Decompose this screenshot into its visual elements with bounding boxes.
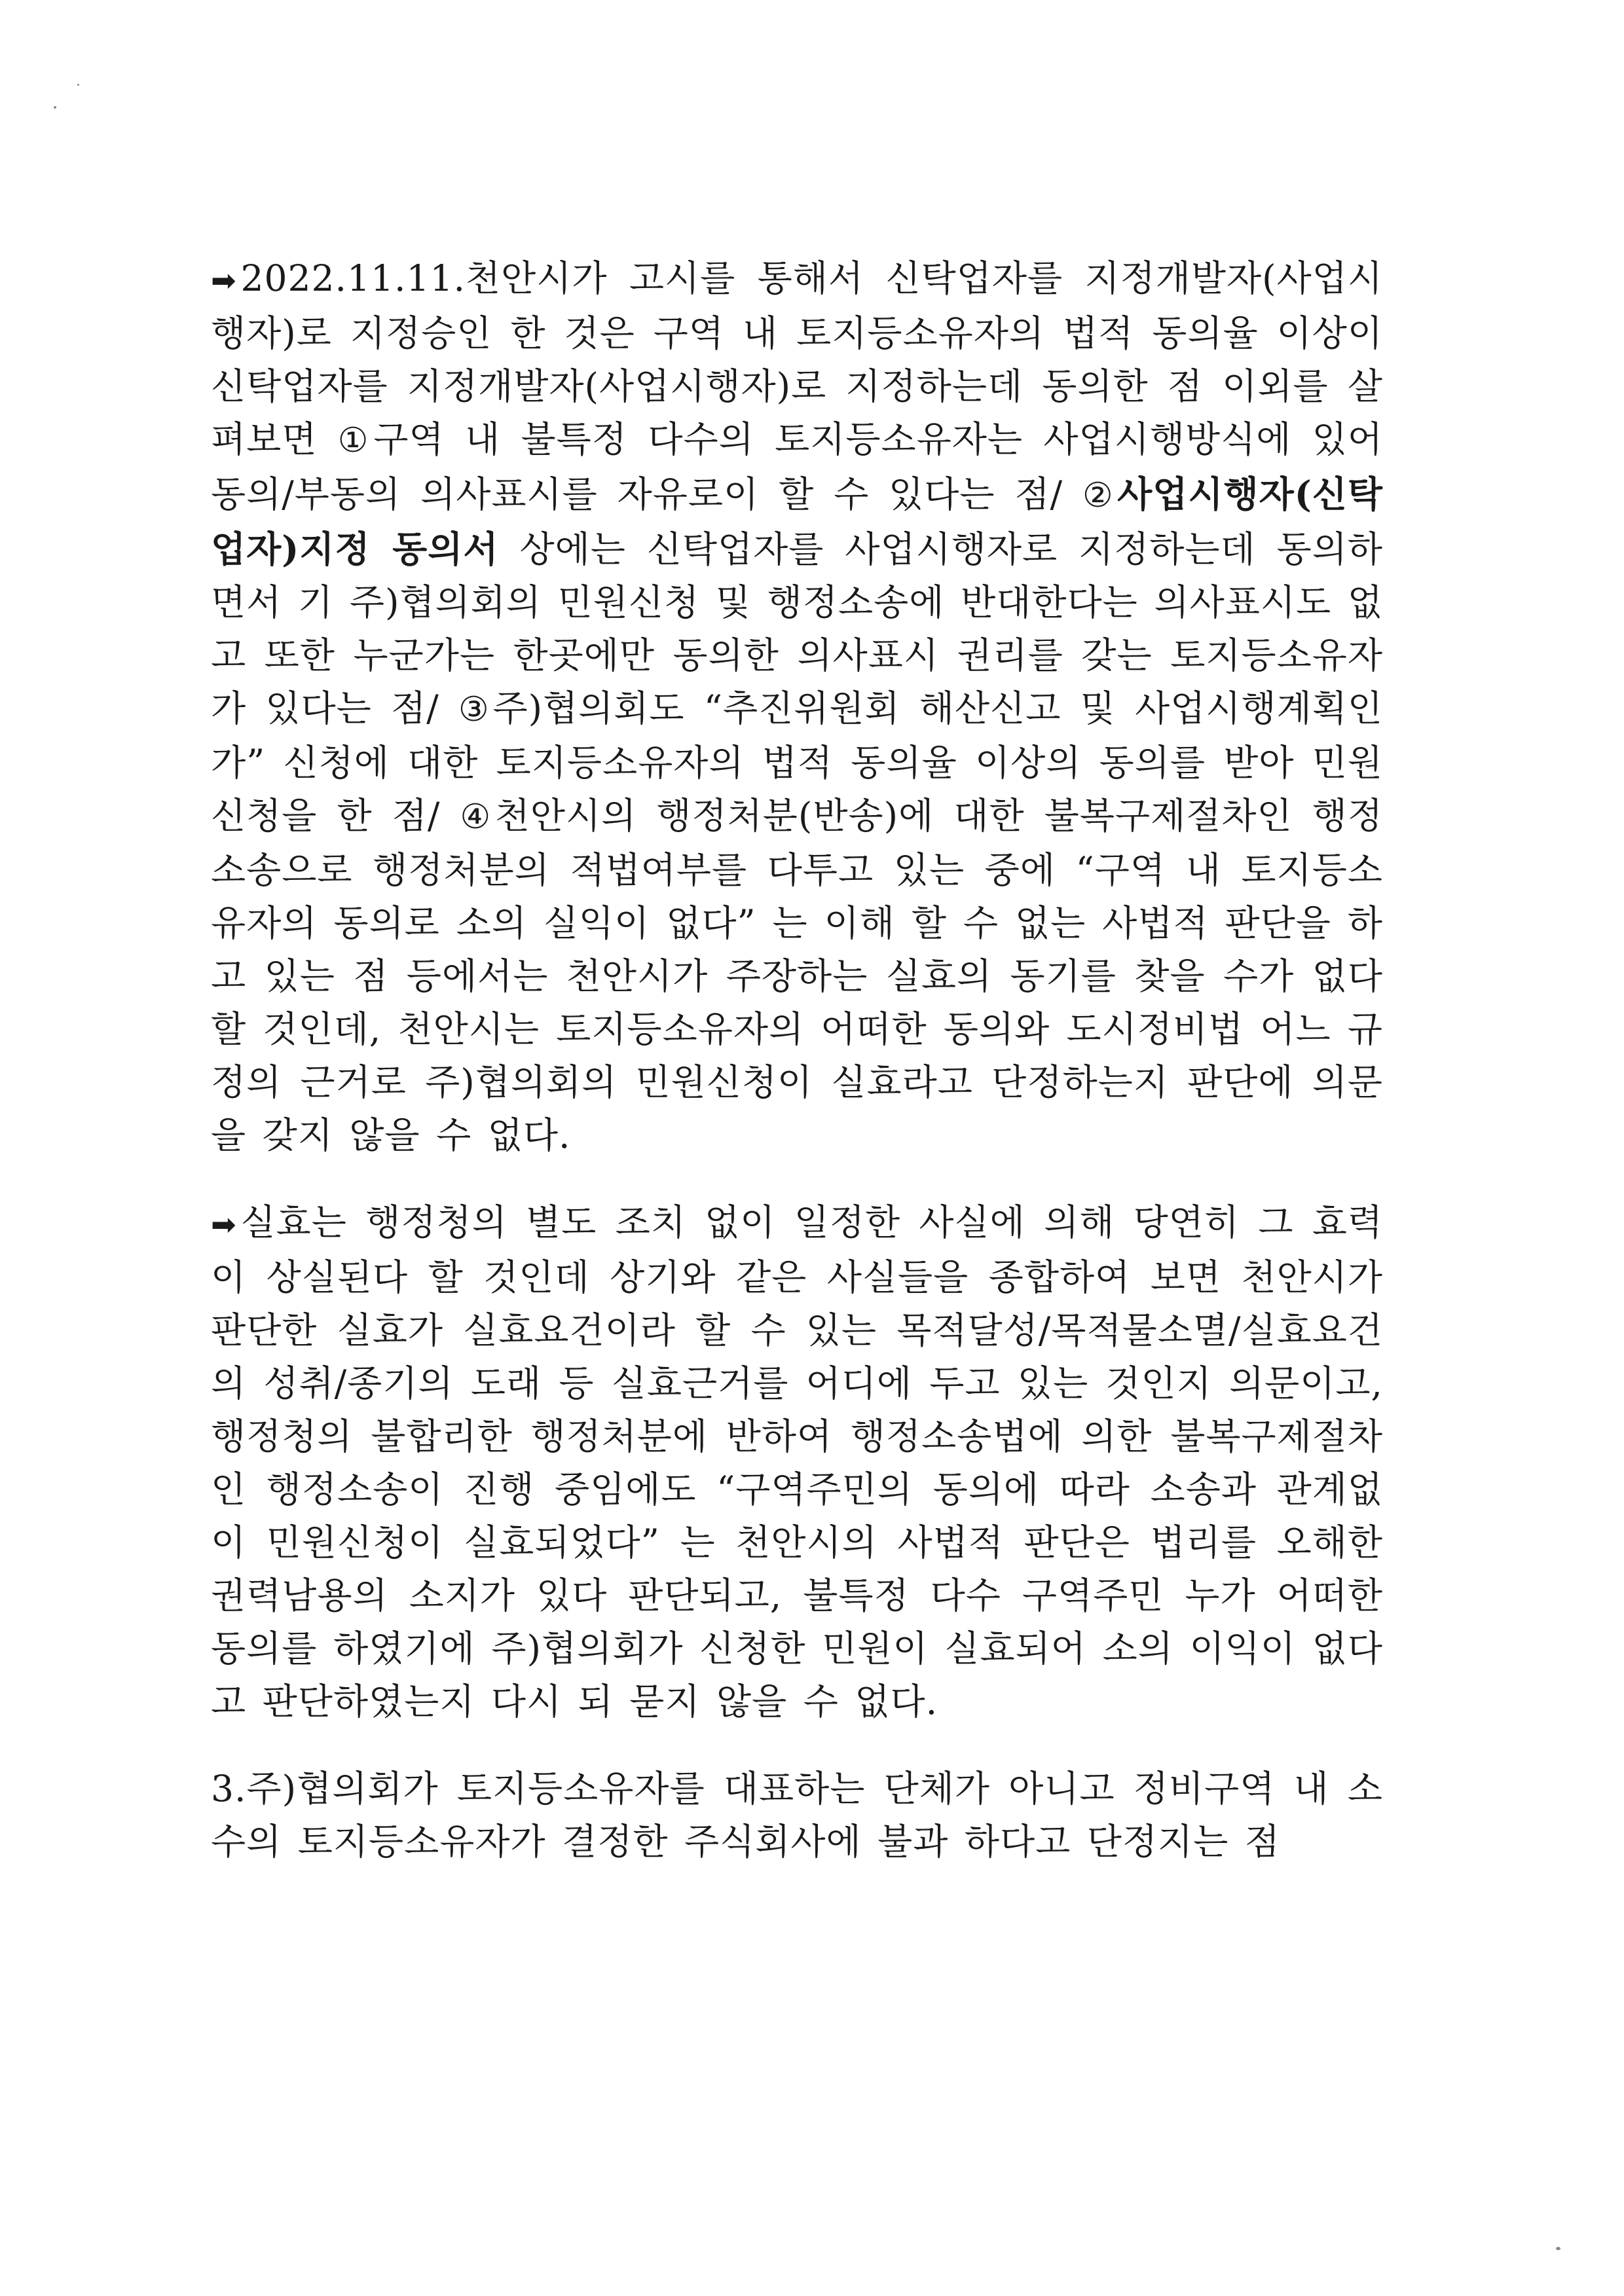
paragraph-1-text-c: 상에는 신탁업자를 사업시행자로 지정하는데 동의하면서 기 주)협의회의 민원신청 및 행정소송에 반대한다는 의사표시도 없고 또한 누군가는 한곳에만 동의한 의사표시 권리를 갖는 토지등소유자가 있다는 점/ — [211, 528, 1383, 729]
paragraph-1-text-a: 2022.11.11.천안시가 고시를 통해서 신탁업자를 지정개발자(사업시행자)로 지정승인 한 것은 구역 내 토지등소유자의 법적 동의율 이상이 신탁업자를 지정개발자(사업시행자)로 지정하는데 동의한 점 이외를 살펴보면 — [211, 257, 1383, 460]
paragraph-2-text: 실효는 행정청의 별도 조치 없이 일정한 사실에 의해 당연히 그 효력이 상실된다 할 것인데 상기와 같은 사실들을 종합하여 보면 천안시가 판단한 실효가 실효요건이라 할 수 있는 목적달성/목적물소멸/실효요건의 성취/종기의 도래 등 실효근거를 어디에 두고 있는 것인지 의문이고, 행정청의 불합리한 행정처분에 반하여 행정소송법에 의한 불복구제절차인 행정소송이 진행 중임에도 “구역주민의 동의에 따라 소송과 관계없이 민원신청이 실효되었다” 는 천안시의 사법적 판단은 법리를 오해한 권력남용의 소지가 있다 판단되고, 불특정 다수 구역주민 누가 어떠한 동의를 하였기에 주)협의회가 신청한 민원이 실효되어 소의 이익이 없다고 판단하였는지 다시 되 묻지 않을 수 없다. — [211, 1201, 1383, 1722]
paragraph-1-text-e: 천안시의 행정처분(반송)에 대한 불복구제절차인 행정소송으로 행정처분의 적법여부를 다투고 있는 중에 “구역 내 토지등소유자의 동의로 소의 실익이 없다” 는 이해 할 수 없는 사법적 판단을 하고 있는 점 등에서는 천안시가 주장하는 실효의 동기를 찾을 수가 없다 할 것인데, 천안시는 토지등소유자의 어떠한 동의와 도시정비법 어느 규정의 근거로 주)협의회의 민원신청이 실효라고 단정하는지 판단에 의문을 갖지 않을 수 없다. — [211, 795, 1383, 1156]
right-arrow-icon: ➡ — [211, 263, 237, 298]
paragraph-3-heading — [211, 1762, 1383, 1868]
bold-phrase: 사업시행자(신탁업자)지정 동의서 — [211, 473, 1383, 570]
document-page — [211, 252, 1383, 1868]
paragraph-1-text-b: 구역 내 불특정 다수의 토지등소유자는 사업시행방식에 있어 동의/부동의 의사표시를 자유로이 할 수 있다는 점/ — [211, 418, 1384, 515]
paragraph-1-text-d: 주)협의회도 “추진위원회 해산신고 및 사업시행계획인가” 신청에 대한 토지등소유자의 법적 동의율 이상의 동의를 받아 민원신청을 한 점/ — [211, 687, 1383, 837]
right-arrow-icon: ➡ — [211, 1207, 237, 1242]
paragraph-1 — [211, 252, 1383, 1162]
paragraph-2 — [211, 1196, 1383, 1728]
scan-speck — [54, 106, 56, 109]
circled-number-1: ① — [337, 421, 374, 460]
circled-number-3: ③ — [458, 690, 493, 729]
scan-speck — [77, 84, 79, 86]
paragraph-3-text: 3.주)협의회가 토지등소유자를 대표하는 단체가 아니고 정비구역 내 소수의 토지등소유자가 결정한 주식회사에 불과 하다고 단정지는 점 — [211, 1768, 1383, 1863]
circled-number-4: ④ — [460, 797, 495, 837]
circled-number-2: ② — [1082, 476, 1118, 515]
scan-speck — [1556, 2247, 1560, 2250]
